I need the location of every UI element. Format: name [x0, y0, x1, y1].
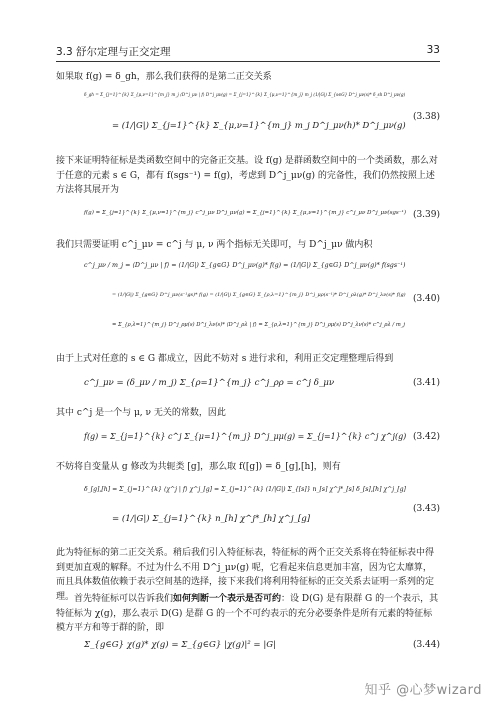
- equation-3-44: Σ_{g∈G} χ(g)* χ(g) = Σ_{g∈G} |χ(g)|² = |G|: [84, 640, 277, 650]
- paragraph: [56, 592, 440, 636]
- paragraph: 此为特征标的第二正交关系。稍后我们引入特征标表，特征标的两个正交关系将在特征标表中得到更加直观的解释。不过为什么不用 D^j_μν(g) 呢，它看起来信息更加丰富，因为它太靡算，而且具体数值依赖于表示空间基的选择，接下来我们将利用特征标的正交关系去证明一系列的定理。: [56, 548, 435, 602]
- section-title: 3.3 舒尔定理与正交定理: [56, 46, 171, 58]
- paragraph: 不妨将自变量从 g 修改为共轭类 [g]，那么取 f([g]) = δ_[g],[h]，则有: [56, 462, 341, 472]
- paragraph: 如果取 f(g) = δ_gh，那么我们获得的是第二正交关系: [56, 72, 272, 82]
- equation-3-40-line1: c^j_μν / m_j = ⟨D^j_μν | f⟩ = (1/|G|) Σ_{g∈G} D^j_μν(g)* f(g) = (1/|G|) Σ_{g∈G} D^j_μν(g)* f(sgs⁻¹): [84, 262, 406, 269]
- equation-3-39: f(g) = Σ_{j=1}^{k} Σ_{μ,ν=1}^{m_j} c^j_μν D^j_μν(g) = Σ_{j=1}^{k} Σ_{μ,ν=1}^{m_j} c^j_μν D^j_μν(sgs⁻¹): [84, 210, 406, 216]
- equation-number: (3.44): [412, 640, 440, 650]
- paragraph-emphasis: 如何判断一个表示是否可约: [173, 594, 282, 604]
- running-header: [56, 44, 440, 60]
- paragraph-rest: ：设 D(G) 是有限群 G 的一个表示，其特征标为 χ(g)，那么表示 D(G) 是群 G 的一个不可约表示的充分必要条件是所有元素的特征标模方平方和等于群的阶，即: [56, 594, 439, 633]
- equation-number: (3.38): [412, 112, 440, 122]
- equation-3-42: f(g) = Σ_{j=1}^{k} c^j Σ_{μ=1}^{m_j} D^j_μμ(g) = Σ_{j=1}^{k} c^j χ^j(g): [84, 432, 407, 441]
- paragraph: 我们只需要证明 c^j_μν = c^j 与 μ, ν 两个指标无关即可，与 D^j_μν 做内积: [56, 240, 373, 250]
- header-rule: [56, 61, 440, 62]
- page-number: 33: [426, 44, 440, 56]
- paragraph: 由于上式对任意的 s ∈ G 都成立，因此不妨对 s 进行求和，利用正交定理整理后得到: [56, 354, 394, 364]
- equation-number: (3.39): [412, 210, 440, 220]
- equation-3-40-line2: = (1/|G|) Σ_{g∈G} D^j_μν(s⁻¹gs)* f(g) = (1/|G|) Σ_{g∈G} Σ_{ρ,λ=1}^{m_j} D^j_μρ(s⁻¹)* D^j_ρλ(g)* D^j_λν(s)* f(g): [112, 292, 406, 298]
- equation-3-40-line3: = Σ_{ρ,λ=1}^{m_j} D^j_ρμ(s) D^j_λν(s)* ⟨D^j_ρλ | f⟩ = Σ_{ρ,λ=1}^{m_j} D^j_ρμ(s) D^j_λν(s)* c^j_ρλ / m_j: [112, 322, 406, 328]
- watermark: 知乎 @心梦wizard: [364, 683, 482, 698]
- equation-number: (3.40): [412, 294, 440, 304]
- paragraph: 其中 c^j 是一个与 μ, ν 无关的常数，因此: [56, 408, 226, 418]
- equation-3-38-line2: = (1/|G|) Σ_{j=1}^{k} Σ_{μ,ν=1}^{m_j} m_j D^j_μν(h)* D^j_μν(g): [112, 120, 406, 130]
- equation-number: (3.42): [412, 432, 440, 442]
- paragraph: 接下来证明特征标是类函数空间中的完备正交基。设 f(g) 是群函数空间中的一个类函数，那么对于任意的元素 s ∈ G，都有 f(sgs⁻¹) = f(g)，考虑到 D^j_μν(g) 的完备性，我们仍然按照上述方法将其展开为: [56, 156, 438, 195]
- equation-3-43-line1: δ_[g],[h] = Σ_{j=1}^{k} ⟨χ^j | f⟩ χ^j_[g] = Σ_{j=1}^{k} (1/|G|) Σ_{[s]} n_[s] χ^j*_[s] δ_[s],[h] χ^j_[g]: [84, 486, 406, 493]
- equation-3-38-line1: δ_gh = Σ_{j=1}^{k} Σ_{μ,ν=1}^{m_j} m_j ⟨D^j_μν | f⟩ D^j_μν(g) = Σ_{j=1}^{k} Σ_{μ,ν=1}^{m_j} m_j (1/|G|) Σ_{s∈G} D^j_μν(s)* δ_sh D^j_μν(g): [84, 92, 406, 97]
- paragraph-lead: 首先特征标可以告诉我们: [74, 594, 174, 604]
- equation-number: (3.43): [412, 504, 440, 514]
- equation-3-41: c^j_μν = (δ_μν / m_j) Σ_{ρ=1}^{m_j} c^j_ρρ = c^j δ_μν: [84, 378, 335, 388]
- equation-3-43-line2: = (1/|G|) Σ_{j=1}^{k} n_[h] χ^j*_[h] χ^j_[g]: [112, 514, 311, 524]
- equation-number: (3.41): [412, 378, 440, 388]
